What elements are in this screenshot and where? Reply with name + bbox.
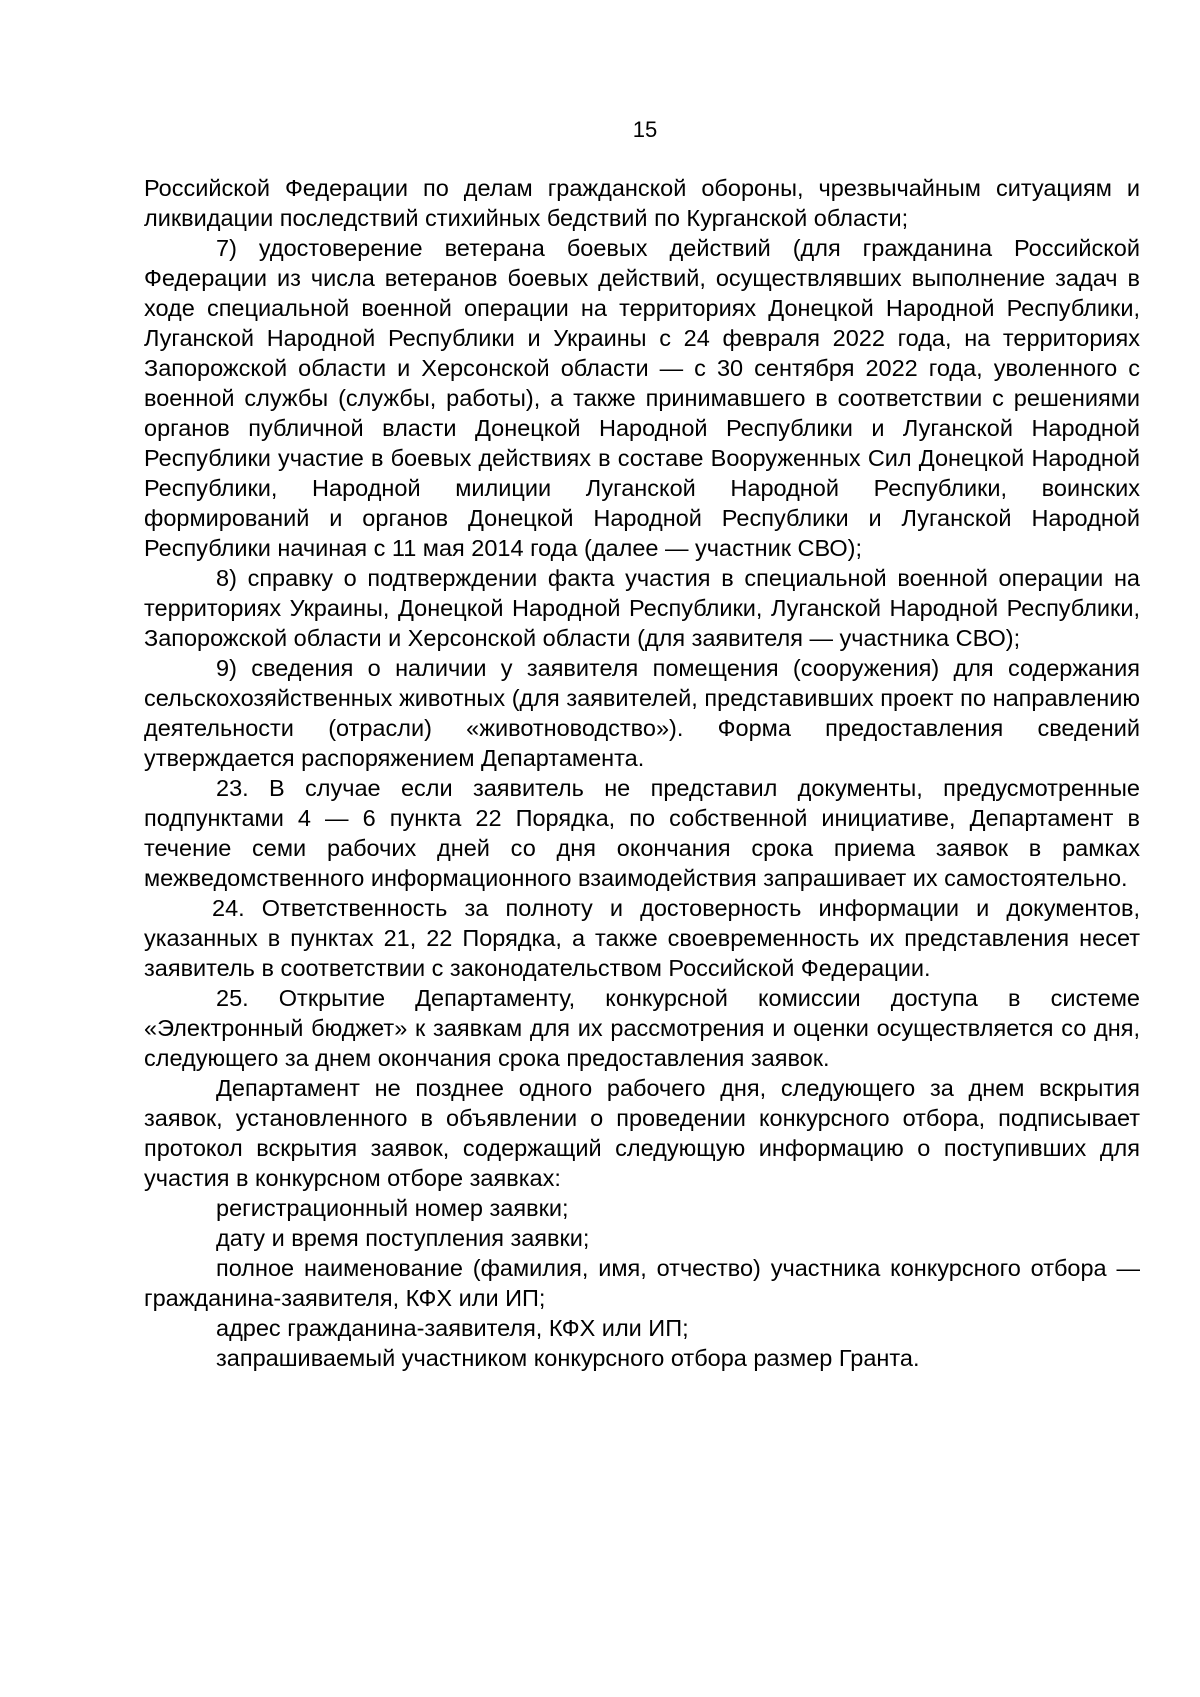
paragraph-clause-24: 24. Ответственность за полноту и достоверность информации и документов, указанных в пунктах 21, 22 Порядка, а также своевременность их представления несет заявитель в соответствии с законодательством Российской Федерации. [144,895,1140,981]
list-item-registration-number: регистрационный номер заявки; [216,1195,569,1221]
page-number: 15 [632,117,658,142]
list-item-address: адрес гражданина-заявителя, КФХ или ИП; [216,1315,689,1341]
paragraph-clause-23: 23. В случае если заявитель не представил документы, предусмотренные подпунктами 4 — 6 пункта 22 Порядка, по собственной инициативе, Департамент в течение семи рабочих дней со дня окончания срока приема заявок в рамках межведомственного информационного взаимодействия запрашивает их самостоятельно. [144,775,1140,891]
list-item-date-time: дату и время поступления заявки; [216,1225,590,1251]
paragraph-item-7: 7) удостоверение ветерана боевых действий (для гражданина Российской Федерации из числа ветеранов боевых действий, осуществлявших выполнение задач в ходе специальной военной операции на территориях Донецкой Народной Республики, Луганской Народной Республики и Украины с 24 февраля 2022 года, на территориях Запорожской области и Херсонской области — с 30 сентября 2022 года, уволенного с военной службы (службы, работы), а также принимавшего в соответствии с решениями органов публичной власти Донецкой Народной Республики и Луганской Народной Республики участие в боевых действиях в составе Вооруженных Сил Донецкой Народной Республики, Народной милиции Луганской Народной Республики, воинских формирований и органов Донецкой Народной Республики и Луганской Народной Республики начиная с 11 мая 2014 года (далее — участник СВО); [144,235,1140,561]
list-item-full-name: полное наименование (фамилия, имя, отчество) участника конкурсного отбора — гражданина-заявителя, КФХ или ИП; [144,1255,1140,1311]
document-body [144,173,1140,1373]
paragraph-item-9: 9) сведения о наличии у заявителя помещения (сооружения) для содержания сельскохозяйственных животных (для заявителей, представивших проект по направлению деятельности (отрасли) «животноводство»). Форма предоставления сведений утверждается распоряжением Департамента. [144,655,1140,771]
paragraph-protocol: Департамент не позднее одного рабочего дня, следующего за днем вскрытия заявок, установленного в объявлении о проведении конкурсного отбора, подписывает протокол вскрытия заявок, содержащий следующую информацию о поступивших для участия в конкурсном отборе заявках: [144,1075,1140,1191]
paragraph-clause-25: 25. Открытие Департаменту, конкурсной комиссии доступа в системе «Электронный бюджет» к заявкам для их рассмотрения и оценки осуществляется со дня, следующего за днем окончания срока предоставления заявок. [144,985,1140,1071]
paragraph-continuation: Российской Федерации по делам гражданской обороны, чрезвычайным ситуациям и ликвидации последствий стихийных бедствий по Курганской области; [144,175,1140,231]
list-item-grant-amount: запрашиваемый участником конкурсного отбора размер Гранта. [216,1345,920,1371]
paragraph-item-8: 8) справку о подтверждении факта участия в специальной военной операции на территориях Украины, Донецкой Народной Республики, Луганской Народной Республики, Запорожской области и Херсонской области (для заявителя — участника СВО); [144,565,1140,651]
